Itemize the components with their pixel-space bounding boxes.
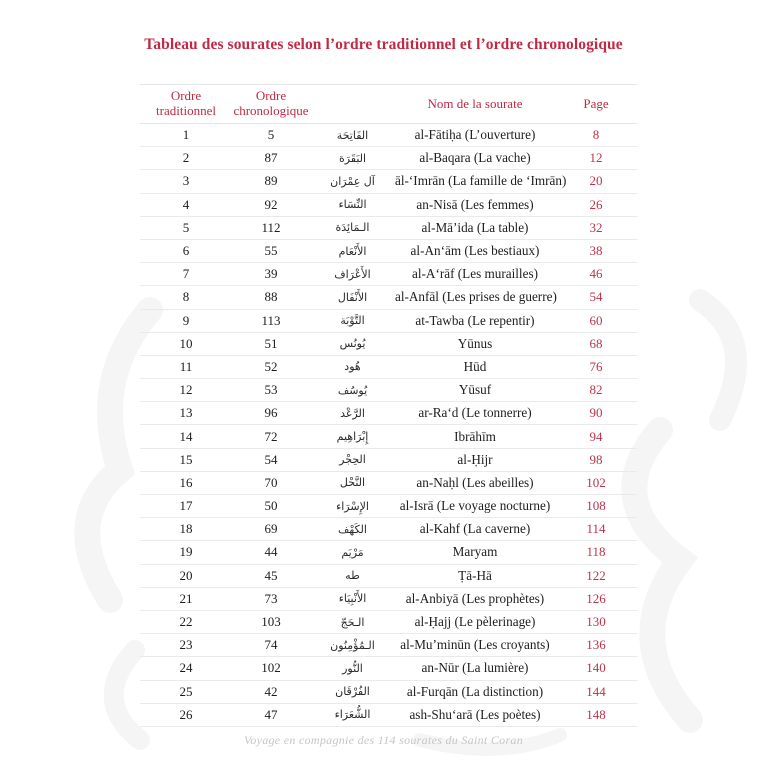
header-page: Page xyxy=(583,95,609,111)
cell-sourate-name: al-Isrā (Le voyage nocturne) xyxy=(399,498,551,514)
table-row xyxy=(140,402,637,425)
cell-sourate-name: ash-Shu‘arā (Les poètes) xyxy=(409,706,541,722)
cell-page-number: 130 xyxy=(586,614,606,630)
cell-page-number: 12 xyxy=(589,150,603,166)
cell-sourate-name: al-Anbiyā (Les prophètes) xyxy=(405,590,545,606)
cell-arabic-name: إِبْرَاهِيم xyxy=(336,430,369,444)
cell-ordre-chronologique: 47 xyxy=(264,706,278,722)
cell-sourate-name: Hūd xyxy=(463,358,487,374)
cell-ordre-chronologique: 54 xyxy=(264,451,278,467)
table-row xyxy=(140,240,637,263)
cell-arabic-name: الأَنْعَام xyxy=(338,244,367,258)
cell-ordre-chronologique: 88 xyxy=(264,289,278,305)
sourate-table xyxy=(140,84,637,727)
cell-ordre-traditionnel: 18 xyxy=(179,521,193,537)
table-row xyxy=(140,356,637,379)
cell-ordre-traditionnel: 14 xyxy=(179,428,193,444)
cell-ordre-traditionnel: 17 xyxy=(179,498,193,514)
cell-arabic-name: النَّحْل xyxy=(339,476,366,490)
cell-ordre-chronologique: 69 xyxy=(264,521,278,537)
cell-ordre-chronologique: 50 xyxy=(264,498,278,514)
cell-page-number: 94 xyxy=(589,428,603,444)
cell-arabic-name: التَّوْبَة xyxy=(340,314,365,328)
page-title: Tableau des sourates selon l’ordre traditionnel et l’ordre chronologique xyxy=(144,36,623,53)
cell-sourate-name: al-Ḥajj (Le pèlerinage) xyxy=(414,614,536,630)
cell-page-number: 148 xyxy=(586,706,606,722)
cell-ordre-chronologique: 70 xyxy=(264,474,278,490)
cell-sourate-name: āl-‘Imrān (La famille de ‘Imrān) xyxy=(395,173,567,189)
table-row xyxy=(140,194,637,217)
cell-arabic-name: النِّسَاء xyxy=(338,198,367,212)
table-row xyxy=(140,588,637,611)
header-nom-sourate: Nom de la sourate xyxy=(427,95,523,111)
cell-ordre-chronologique: 53 xyxy=(264,382,278,398)
cell-page-number: 140 xyxy=(586,660,606,676)
cell-arabic-name: الرَّعْد xyxy=(340,406,365,420)
table-row xyxy=(140,263,637,286)
cell-sourate-name: Yūsuf xyxy=(458,382,492,398)
cell-sourate-name: Ibrāhīm xyxy=(454,428,496,444)
cell-arabic-name: الأَعْرَاف xyxy=(334,267,371,281)
cell-page-number: 68 xyxy=(589,335,603,351)
table-row xyxy=(140,541,637,564)
cell-sourate-name: Yūnus xyxy=(457,335,493,351)
cell-arabic-name: طه xyxy=(345,569,360,583)
table-row xyxy=(140,681,637,704)
cell-ordre-traditionnel: 10 xyxy=(179,335,193,351)
cell-ordre-chronologique: 113 xyxy=(261,312,281,328)
cell-ordre-chronologique: 44 xyxy=(264,544,278,560)
cell-page-number: 20 xyxy=(589,173,603,189)
cell-page-number: 76 xyxy=(589,358,603,374)
cell-ordre-chronologique: 89 xyxy=(264,173,278,189)
cell-arabic-name: النُّور xyxy=(342,661,363,675)
cell-ordre-traditionnel: 16 xyxy=(179,474,193,490)
cell-page-number: 46 xyxy=(589,266,603,282)
table-row xyxy=(140,170,637,193)
cell-ordre-traditionnel: 3 xyxy=(182,173,190,189)
cell-page-number: 136 xyxy=(586,637,606,653)
table-row xyxy=(140,147,637,170)
cell-arabic-name: الحِجْر xyxy=(339,453,366,467)
cell-arabic-name: يُونُس xyxy=(339,337,366,351)
cell-page-number: 82 xyxy=(589,382,603,398)
cell-ordre-traditionnel: 11 xyxy=(179,358,193,374)
cell-sourate-name: al-An‘ām (Les bestiaux) xyxy=(410,243,540,259)
cell-arabic-name: الشُّعَرَاء xyxy=(334,708,371,722)
cell-ordre-traditionnel: 24 xyxy=(179,660,193,676)
cell-sourate-name: al-Kahf (La caverne) xyxy=(419,521,531,537)
cell-arabic-name: يُوسُف xyxy=(337,383,368,397)
cell-arabic-name: مَرْيَم xyxy=(341,545,364,559)
table-row xyxy=(140,704,637,727)
cell-ordre-chronologique: 72 xyxy=(264,428,278,444)
cell-ordre-chronologique: 92 xyxy=(264,196,278,212)
cell-ordre-traditionnel: 4 xyxy=(182,196,190,212)
cell-ordre-chronologique: 51 xyxy=(264,335,278,351)
cell-ordre-traditionnel: 22 xyxy=(179,614,193,630)
cell-ordre-chronologique: 42 xyxy=(264,683,278,699)
cell-ordre-chronologique: 52 xyxy=(264,358,278,374)
cell-ordre-chronologique: 5 xyxy=(267,127,275,143)
cell-ordre-traditionnel: 20 xyxy=(179,567,193,583)
footer-running-title: Voyage en compagnie des 114 sourates du Saint Coran xyxy=(243,733,524,747)
table-header xyxy=(140,84,637,124)
cell-ordre-traditionnel: 21 xyxy=(179,590,193,606)
cell-ordre-traditionnel: 15 xyxy=(179,451,193,467)
cell-sourate-name: an-Naḥl (Les abeilles) xyxy=(416,474,534,490)
cell-page-number: 126 xyxy=(586,590,606,606)
sourate-table-body xyxy=(140,124,637,727)
cell-sourate-name: al-Anfāl (Les prises de guerre) xyxy=(395,289,557,305)
table-row xyxy=(140,611,637,634)
cell-page-number: 114 xyxy=(586,521,606,537)
cell-page-number: 102 xyxy=(586,474,606,490)
cell-page-number: 38 xyxy=(589,243,603,259)
cell-sourate-name: al-Mā’ida (La table) xyxy=(421,219,529,235)
cell-arabic-name: هُود xyxy=(344,360,361,374)
cell-ordre-chronologique: 45 xyxy=(264,567,278,583)
cell-page-number: 118 xyxy=(586,544,606,560)
table-row xyxy=(140,333,637,356)
cell-ordre-traditionnel: 13 xyxy=(179,405,193,421)
cell-page-number: 54 xyxy=(589,289,603,305)
cell-arabic-name: الإِسْرَاء xyxy=(336,499,369,513)
cell-ordre-chronologique: 39 xyxy=(264,266,278,282)
table-row xyxy=(140,124,637,147)
cell-ordre-traditionnel: 5 xyxy=(182,219,190,235)
cell-arabic-name: الـمَائِدَة xyxy=(335,221,370,235)
cell-sourate-name: an-Nisā (Les femmes) xyxy=(416,196,534,212)
cell-ordre-traditionnel: 9 xyxy=(182,312,190,328)
cell-arabic-name: الكَهْف xyxy=(338,522,367,536)
cell-ordre-traditionnel: 26 xyxy=(179,706,193,722)
cell-ordre-traditionnel: 6 xyxy=(182,243,190,259)
cell-page-number: 32 xyxy=(589,219,603,235)
cell-arabic-name: الفُرْقَان xyxy=(335,685,370,699)
table-row xyxy=(140,449,637,472)
cell-page-number: 122 xyxy=(586,567,606,583)
table-row xyxy=(140,310,637,333)
cell-ordre-chronologique: 87 xyxy=(264,150,278,166)
cell-sourate-name: Ṭā-Hā xyxy=(458,567,492,583)
table-row xyxy=(140,657,637,680)
table-row xyxy=(140,217,637,240)
cell-arabic-name: آل عِمْرَان xyxy=(330,174,375,188)
cell-ordre-chronologique: 73 xyxy=(264,590,278,606)
table-row xyxy=(140,379,637,402)
cell-ordre-chronologique: 103 xyxy=(261,614,281,630)
header-ordre-chronologique: Ordre chronologique xyxy=(233,88,309,118)
table-row xyxy=(140,495,637,518)
cell-ordre-traditionnel: 8 xyxy=(182,289,190,305)
cell-sourate-name: al-Fātiḥa (L’ouverture) xyxy=(414,127,536,143)
cell-arabic-name: الفَاتِحَة xyxy=(336,128,369,142)
cell-page-number: 60 xyxy=(589,312,603,328)
cell-ordre-traditionnel: 19 xyxy=(179,544,193,560)
table-row xyxy=(140,565,637,588)
cell-ordre-chronologique: 96 xyxy=(264,405,278,421)
table-row xyxy=(140,425,637,448)
cell-page-number: 108 xyxy=(586,498,606,514)
cell-page-number: 26 xyxy=(589,196,603,212)
cell-sourate-name: ar-Ra‘d (Le tonnerre) xyxy=(418,405,532,421)
cell-ordre-traditionnel: 25 xyxy=(179,683,193,699)
table-row xyxy=(140,518,637,541)
cell-arabic-name: الـمُؤْمِنُون xyxy=(330,638,375,652)
cell-ordre-chronologique: 55 xyxy=(264,243,278,259)
cell-sourate-name: al-Furqān (La distinction) xyxy=(406,683,544,699)
cell-sourate-name: al-Mu’minūn (Les croyants) xyxy=(400,637,550,653)
cell-sourate-name: al-A‘rāf (Les murailles) xyxy=(412,266,538,282)
cell-ordre-traditionnel: 12 xyxy=(179,382,193,398)
header-ordre-traditionnel: Ordre traditionnel xyxy=(156,88,216,118)
cell-page-number: 90 xyxy=(589,405,603,421)
cell-page-number: 98 xyxy=(589,451,603,467)
table-row xyxy=(140,472,637,495)
table-row xyxy=(140,634,637,657)
cell-page-number: 8 xyxy=(592,127,600,143)
cell-page-number: 144 xyxy=(586,683,606,699)
cell-sourate-name: Maryam xyxy=(452,544,498,560)
cell-sourate-name: al-Ḥijr xyxy=(457,451,493,467)
cell-arabic-name: الأَنْبِيَاء xyxy=(338,592,367,606)
cell-sourate-name: at-Tawba (Le repentir) xyxy=(415,312,535,328)
cell-arabic-name: البَقَرَة xyxy=(338,151,367,165)
cell-ordre-traditionnel: 23 xyxy=(179,637,193,653)
cell-arabic-name: الـحَجّ xyxy=(340,615,365,629)
cell-ordre-traditionnel: 2 xyxy=(182,150,190,166)
cell-arabic-name: الأَنْفَال xyxy=(337,290,368,304)
cell-ordre-chronologique: 112 xyxy=(261,219,281,235)
cell-ordre-traditionnel: 1 xyxy=(182,127,190,143)
cell-ordre-chronologique: 74 xyxy=(264,637,278,653)
table-row xyxy=(140,286,637,309)
cell-sourate-name: al-Baqara (La vache) xyxy=(419,150,531,166)
cell-sourate-name: an-Nūr (La lumière) xyxy=(421,660,529,676)
cell-ordre-traditionnel: 7 xyxy=(182,266,190,282)
cell-ordre-chronologique: 102 xyxy=(261,660,281,676)
